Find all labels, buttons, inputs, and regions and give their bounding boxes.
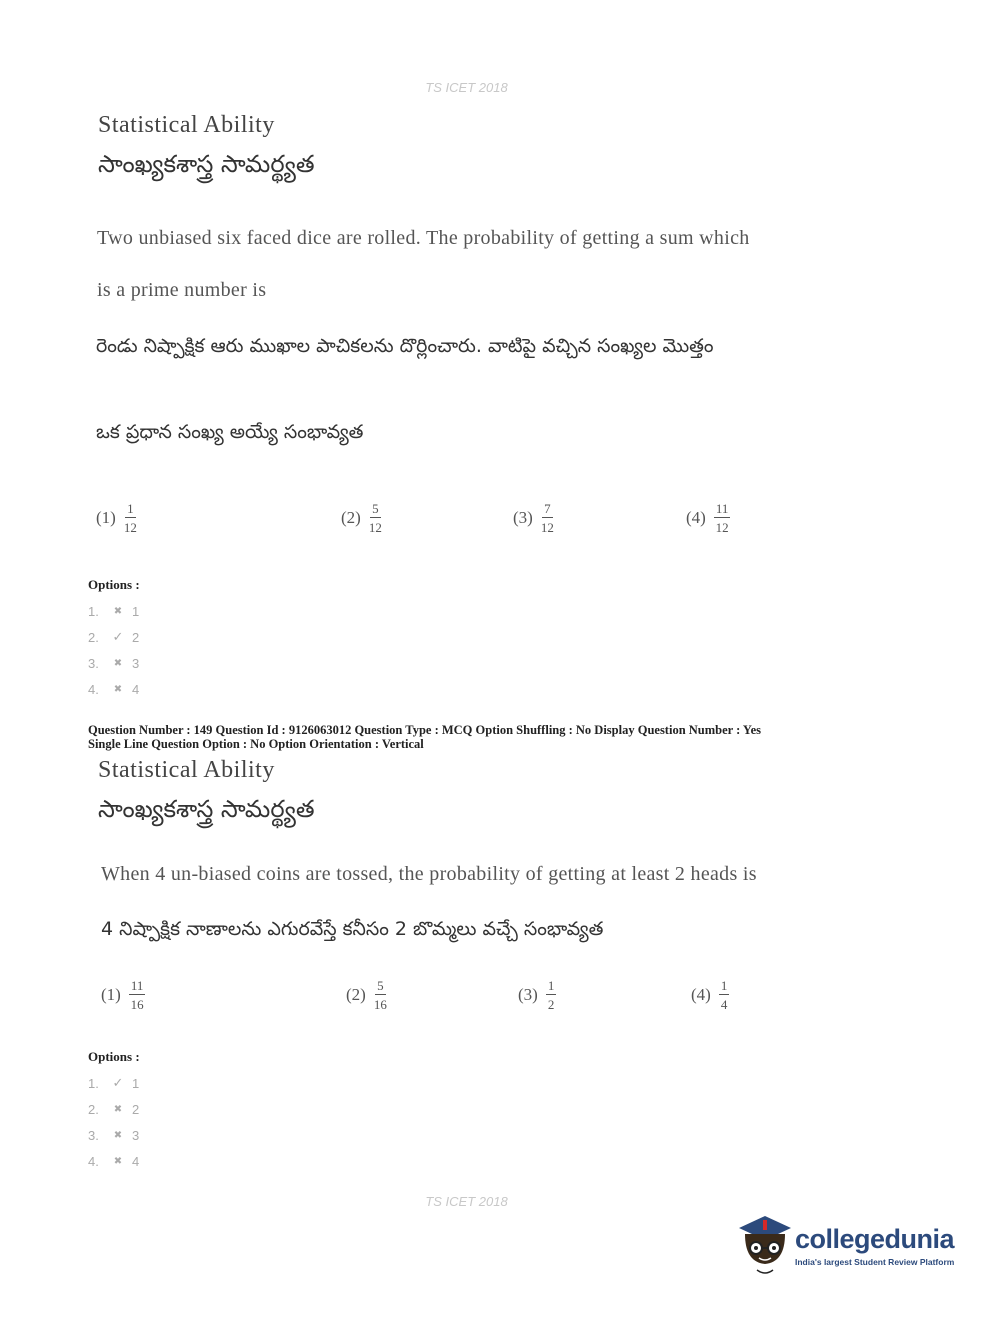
wrong-icon: ✖ xyxy=(113,683,123,695)
wrong-icon: ✖ xyxy=(113,605,123,617)
option-value: 1 xyxy=(132,1075,140,1091)
option-value: 2 xyxy=(132,629,140,645)
option-value: 3 xyxy=(132,655,140,671)
fraction-numerator: 1 xyxy=(547,978,555,993)
fraction-numerator: 11 xyxy=(715,501,729,516)
option-number: 2. xyxy=(88,1101,99,1117)
watermark-top: TS ICET 2018 xyxy=(425,80,508,95)
fraction-numerator: 7 xyxy=(544,501,551,516)
fraction xyxy=(546,979,557,1011)
option-value: 4 xyxy=(132,1153,140,1169)
choice-label: (2) xyxy=(346,985,366,1004)
fraction xyxy=(124,502,137,534)
fraction xyxy=(129,979,146,1011)
choice-label: (3) xyxy=(513,508,533,527)
fraction xyxy=(541,502,554,534)
fraction xyxy=(369,502,382,534)
fraction-denominator: 2 xyxy=(547,997,555,1012)
collegedunia-logo[interactable] xyxy=(735,1212,954,1278)
option-row xyxy=(88,676,139,702)
choice-label: (3) xyxy=(518,985,538,1004)
question-text-te: 4 నిష్పాక్షిక నాణాలను ఎగురవేస్తే కనీసం 2 బొమ్మలు వచ్చే సంభావ్యత xyxy=(101,918,604,940)
answer-choice-1 xyxy=(101,979,145,1011)
answer-choice-1 xyxy=(96,502,137,534)
fraction xyxy=(719,979,730,1011)
fraction-denominator: 4 xyxy=(720,997,728,1012)
option-value: 4 xyxy=(132,681,140,697)
choice-label: (4) xyxy=(686,508,706,527)
option-number: 3. xyxy=(88,1127,99,1143)
section-title-te: సాంఖ్యకశాస్త్ర సామర్థ్యత xyxy=(98,150,315,178)
mascot-icon xyxy=(735,1212,793,1278)
option-value: 3 xyxy=(132,1127,140,1143)
answer-choice-4 xyxy=(686,502,730,534)
section-title-te: సాంఖ్యకశాస్త్ర సామర్థ్యత xyxy=(98,795,315,823)
answer-choice-3 xyxy=(513,502,554,534)
option-number: 3. xyxy=(88,655,99,671)
question-text-te-cont: ఒక ప్రధాన సంఖ్య అయ్యే సంభావ్యత xyxy=(96,421,364,443)
option-row xyxy=(88,1122,139,1148)
fraction-denominator: 16 xyxy=(130,997,144,1012)
question-meta xyxy=(88,723,761,751)
fraction-denominator: 16 xyxy=(373,997,387,1012)
question-text-en-cont: is a prime number is xyxy=(97,279,267,301)
fraction-numerator: 5 xyxy=(377,978,384,993)
options-heading: Options : xyxy=(88,1049,140,1064)
option-row xyxy=(88,1096,139,1122)
option-number: 1. xyxy=(88,603,99,619)
options-list xyxy=(88,598,139,702)
logo-tagline: India's largest Student Review Platform xyxy=(795,1256,955,1267)
fraction-numerator: 1 xyxy=(720,978,728,993)
answer-choice-3 xyxy=(518,979,556,1011)
wrong-icon: ✖ xyxy=(113,1155,123,1167)
section-title-en: Statistical Ability xyxy=(98,112,275,138)
check-icon: ✓ xyxy=(112,629,124,644)
option-number: 4. xyxy=(88,681,99,697)
option-row xyxy=(88,650,139,676)
answer-choice-2 xyxy=(341,502,382,534)
question-text-te: రెండు నిష్పాక్షిక ఆరు ముఖాల పాచికలను దొర్లించారు. వాటిపై వచ్చిన సంఖ్యల మొత్తం xyxy=(96,335,714,357)
section-title-en: Statistical Ability xyxy=(98,757,275,783)
option-row xyxy=(88,598,139,624)
fraction-denominator: 12 xyxy=(123,520,137,535)
fraction-denominator: 12 xyxy=(540,520,554,535)
fraction xyxy=(714,502,731,534)
fraction-denominator: 12 xyxy=(368,520,382,535)
fraction xyxy=(374,979,387,1011)
answer-choice-2 xyxy=(346,979,387,1011)
question-meta-line2: Single Line Question Option : No Option Orientation : Vertical xyxy=(88,737,424,751)
fraction-numerator: 1 xyxy=(127,501,134,516)
check-icon: ✓ xyxy=(112,1075,124,1090)
question-text-en: When 4 un-biased coins are tossed, the probability of getting at least 2 heads is xyxy=(101,863,757,885)
option-value: 1 xyxy=(132,603,140,619)
choice-label: (2) xyxy=(341,508,361,527)
fraction-numerator: 5 xyxy=(372,501,379,516)
choice-label: (1) xyxy=(96,508,116,527)
option-number: 2. xyxy=(88,629,99,645)
option-row xyxy=(88,1070,139,1096)
option-row xyxy=(88,624,139,650)
options-list xyxy=(88,1070,139,1174)
option-number: 1. xyxy=(88,1075,99,1091)
choice-label: (4) xyxy=(691,985,711,1004)
answer-choice-4 xyxy=(691,979,729,1011)
option-row xyxy=(88,1148,139,1174)
logo-wordmark: collegedunia xyxy=(795,1223,955,1254)
options-heading: Options : xyxy=(88,577,140,592)
wrong-icon: ✖ xyxy=(113,1129,123,1141)
wrong-icon: ✖ xyxy=(113,1103,123,1115)
wrong-icon: ✖ xyxy=(113,657,123,669)
fraction-denominator: 12 xyxy=(715,520,729,535)
fraction-numerator: 11 xyxy=(130,978,144,993)
option-number: 4. xyxy=(88,1153,99,1169)
option-value: 2 xyxy=(132,1101,140,1117)
watermark-bottom: TS ICET 2018 xyxy=(425,1194,508,1209)
choice-label: (1) xyxy=(101,985,121,1004)
question-text-en: Two unbiased six faced dice are rolled. The probability of getting a sum which xyxy=(97,227,750,249)
question-meta-line1: Question Number : 149 Question Id : 9126063012 Question Type : MCQ Option Shuffling : No Display Question Number : Yes xyxy=(88,723,761,737)
